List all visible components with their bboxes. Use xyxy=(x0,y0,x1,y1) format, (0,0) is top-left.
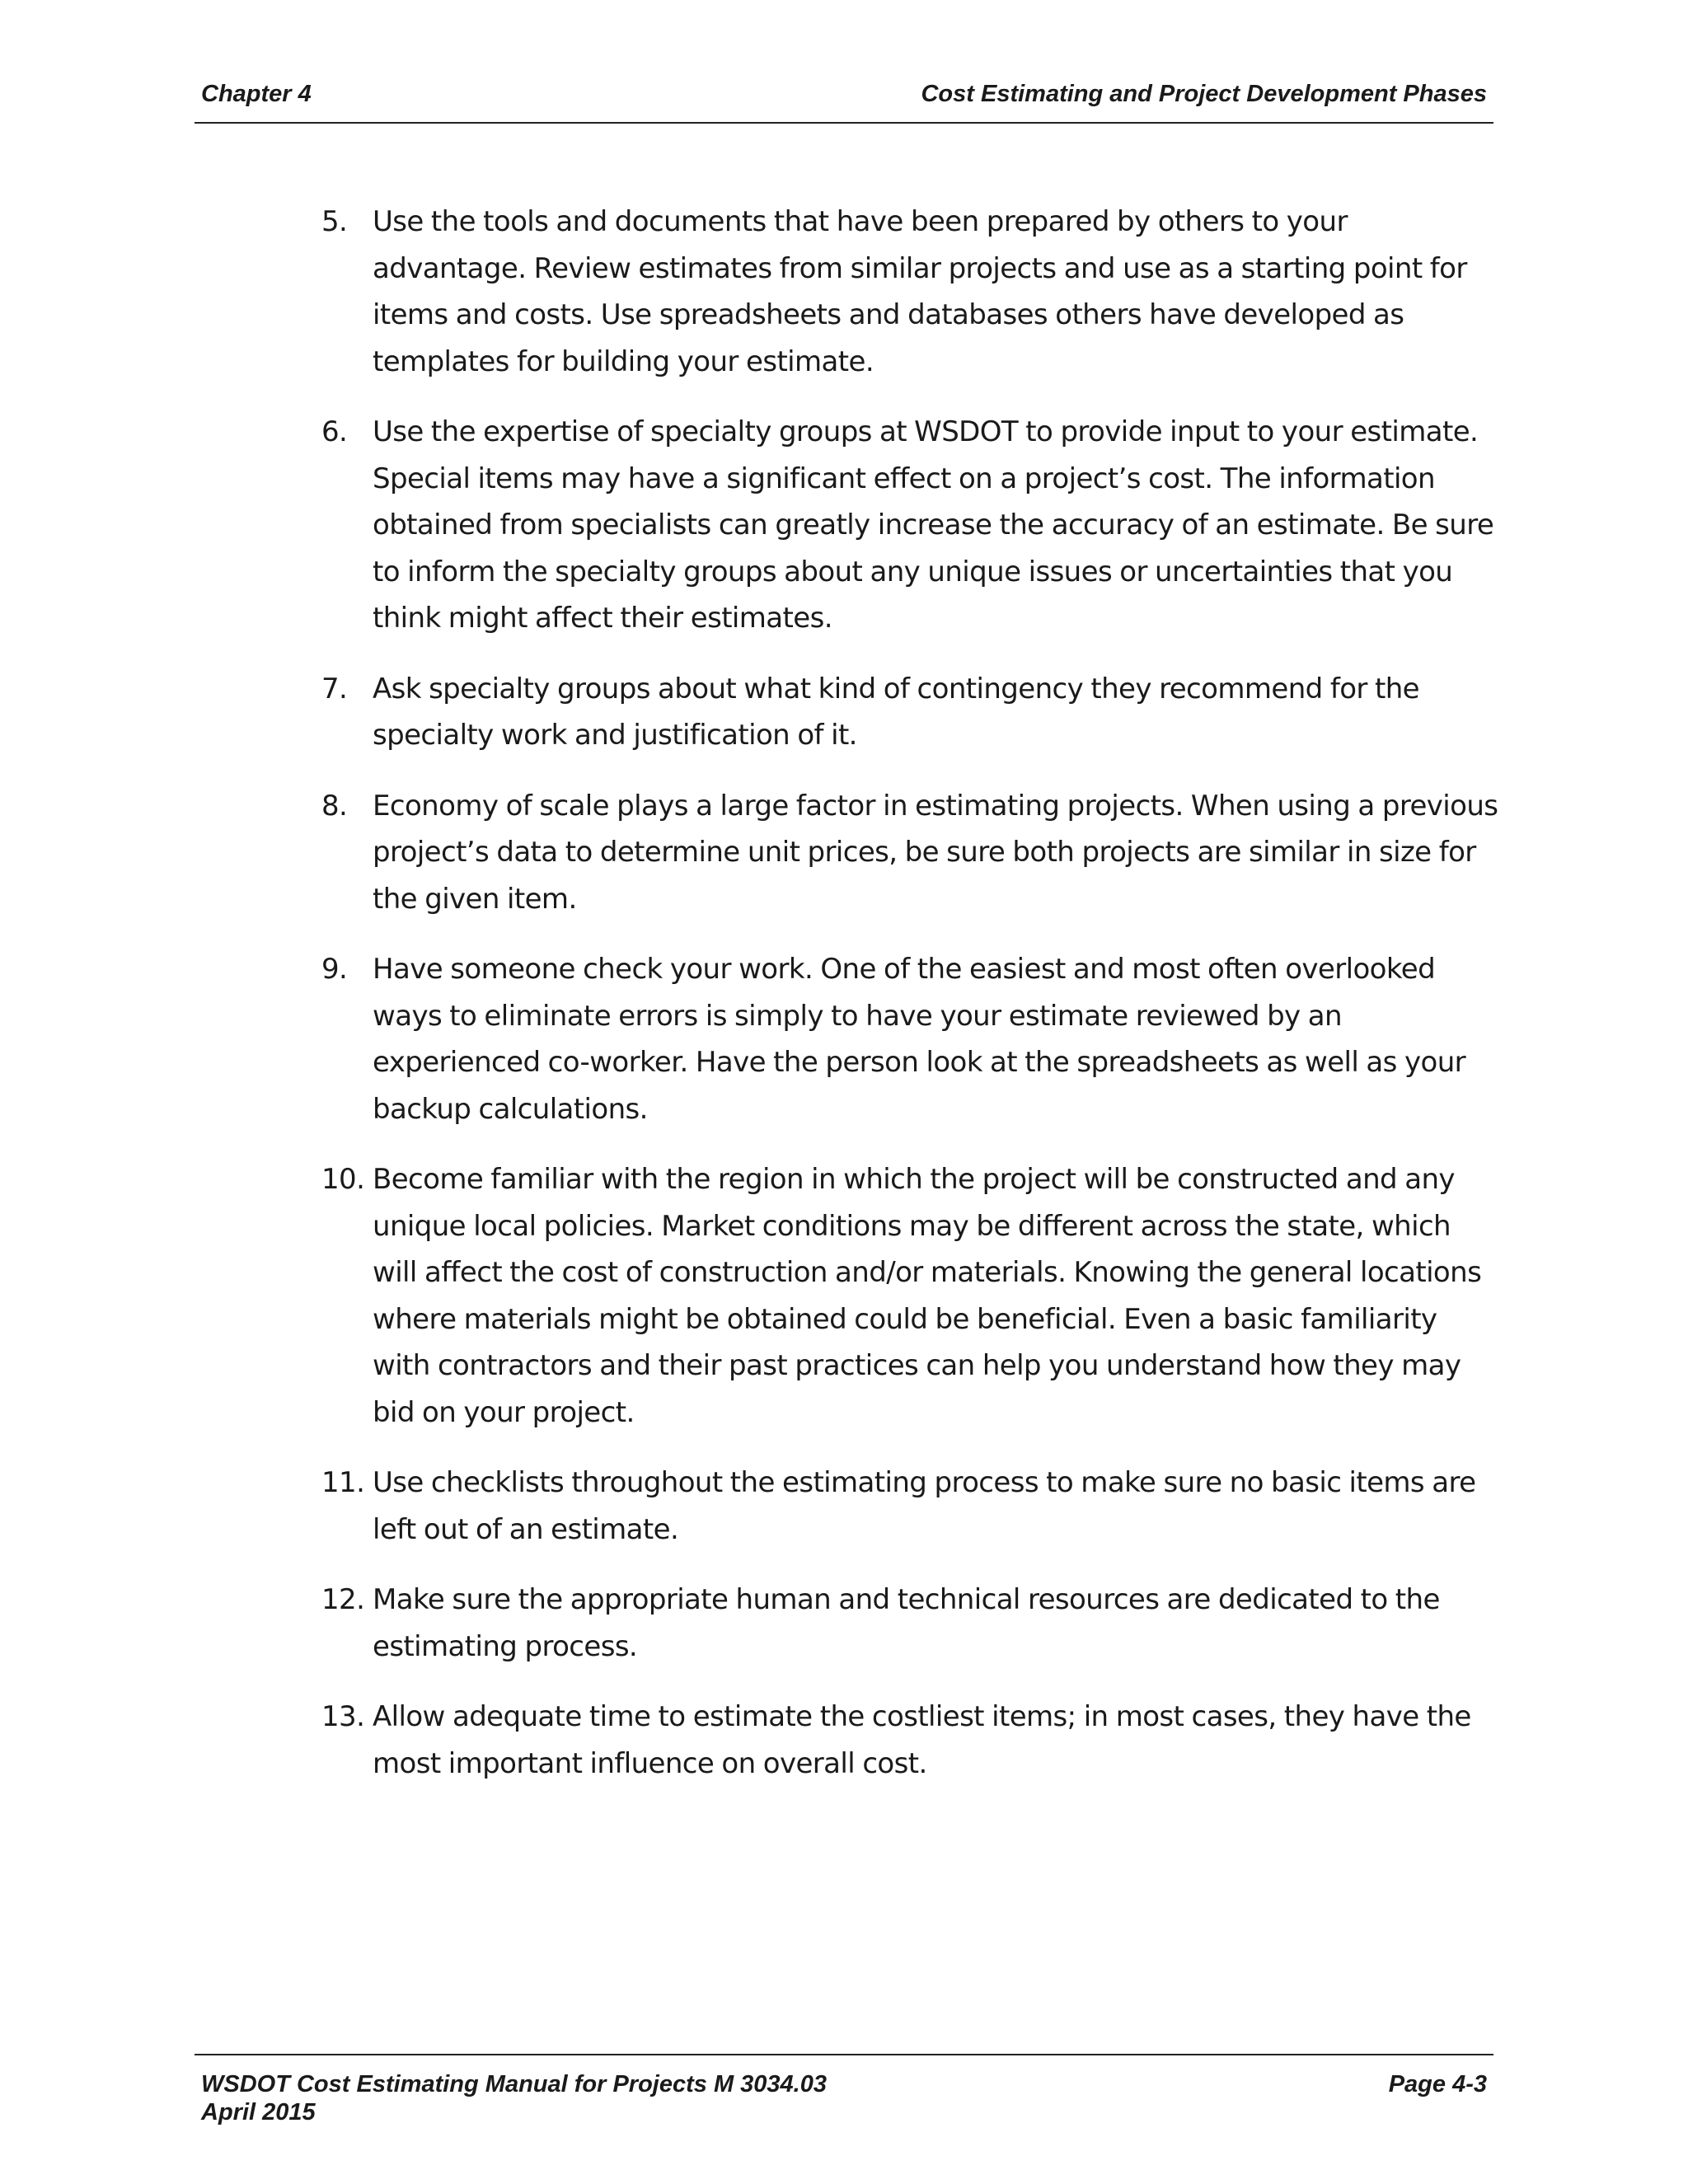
item-text: Use checklists throughout the estimating process to make sure no basic items are left out of an estimate. xyxy=(373,1466,1476,1546)
list-item xyxy=(321,409,1500,642)
tips-list xyxy=(321,199,1500,1787)
item-number: 7. xyxy=(321,672,348,705)
page-number: Page 4-3 xyxy=(1388,2071,1487,2097)
item-number: 11. xyxy=(321,1466,365,1499)
item-text: Allow adequate time to estimate the costliest items; in most cases, they have the most important influence on overall cost. xyxy=(373,1700,1471,1780)
list-item xyxy=(321,783,1500,923)
list-item xyxy=(321,666,1500,759)
item-number: 6. xyxy=(321,415,348,448)
chapter-title: Cost Estimating and Project Development Phases xyxy=(921,81,1487,107)
list-item xyxy=(321,1694,1500,1787)
item-text: Use the tools and documents that have been prepared by others to your advantage. Review estimates from similar projects and use as a starting point for items and costs. Use spreadsheets and databases others have developed as templates for building your estimate. xyxy=(373,205,1467,378)
list-item xyxy=(321,1156,1500,1436)
item-number: 9. xyxy=(321,953,348,986)
manual-title: WSDOT Cost Estimating Manual for Projects M 3034.03 xyxy=(201,2071,827,2097)
item-text: Economy of scale plays a large factor in estimating projects. When using a previous project’s data to determine unit prices, be sure both projects are similar in size for the given item. xyxy=(373,789,1498,916)
item-text: Make sure the appropriate human and technical resources are dedicated to the estimating process. xyxy=(373,1583,1440,1663)
list-item xyxy=(321,1460,1500,1553)
list-item xyxy=(321,946,1500,1132)
item-text: Become familiar with the region in which the project will be constructed and any unique local policies. Market conditions may be different across the state, which will affect the cost of construction and/or materials. Knowing the general locations where materials might be obtained could be beneficial. Even a basic familiarity with contractors and their past practices can help you understand how they may bid on your project. xyxy=(373,1163,1482,1429)
item-text: Ask specialty groups about what kind of contingency they recommend for the specialty work and justification of it. xyxy=(373,672,1419,752)
main-content xyxy=(321,199,1500,1811)
item-number: 8. xyxy=(321,789,348,823)
item-text: Have someone check your work. One of the easiest and most often overlooked ways to eliminate errors is simply to have your estimate reviewed by an experienced co-worker. Have the person look at the spreadsheets as well as your backup calculations. xyxy=(373,953,1466,1126)
list-item xyxy=(321,199,1500,385)
item-number: 12. xyxy=(321,1583,365,1616)
item-number: 10. xyxy=(321,1163,365,1196)
page-header xyxy=(195,76,1493,124)
item-number: 5. xyxy=(321,205,348,238)
publication-date: April 2015 xyxy=(201,2099,316,2125)
list-item xyxy=(321,1577,1500,1670)
item-number: 13. xyxy=(321,1700,365,1733)
chapter-label: Chapter 4 xyxy=(201,81,312,107)
item-text: Use the expertise of specialty groups at WSDOT to provide input to your estimate. Special items may have a significant effect on a project’s cost. The information obtained from specialists can greatly increase the accuracy of an estimate. Be sure to inform the specialty groups about any unique issues or uncertainties that you think might affect their estimates. xyxy=(373,415,1494,635)
page-footer xyxy=(195,2054,1493,2125)
